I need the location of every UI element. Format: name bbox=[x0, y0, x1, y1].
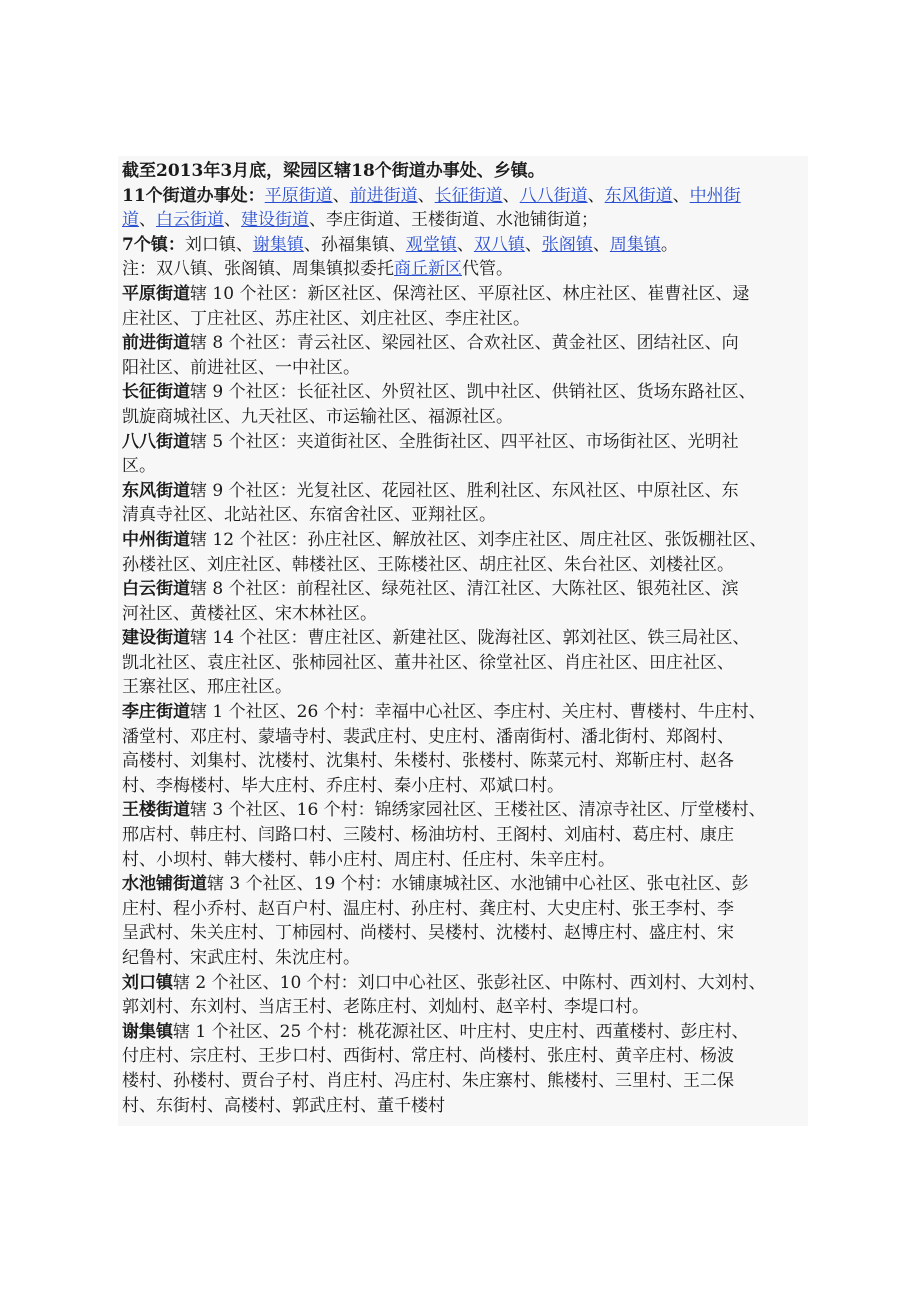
list-item-line bbox=[122, 431, 804, 454]
jurisdiction-name: 八八街道 bbox=[122, 431, 190, 452]
document-page bbox=[118, 156, 808, 1126]
list-item-line bbox=[122, 996, 804, 1019]
jurisdiction-detail: 楼村、孙楼村、贾台子村、肖庄村、冯庄村、朱庄寨村、熊楼村、三里村、王二保 bbox=[122, 1070, 734, 1091]
jurisdiction-detail: 庄村、程小乔村、赵百户村、温庄村、孙庄村、龚庄村、大史庄村、张王李村、李 bbox=[122, 898, 734, 919]
jurisdiction-detail: 呈武村、朱关庄村、丁柿园村、尚楼村、吴楼村、沈楼村、赵博庄村、盛庄村、宋 bbox=[122, 923, 734, 944]
jurisdiction-detail: 辖 2 个社区、10 个村：刘口中心社区、张彭社区、中陈村、西刘村、大刘村、 bbox=[173, 972, 766, 993]
streets-rest: 、李庄街道、王楼街道、水池铺街道； bbox=[309, 210, 598, 231]
link-zhouji-town[interactable]: 周集镇 bbox=[609, 234, 661, 255]
list-item-line bbox=[122, 873, 804, 896]
note-prefix: 注：双八镇、张阁镇、周集镇拟委托 bbox=[122, 259, 394, 280]
list-item-line bbox=[122, 1021, 804, 1044]
list-item-line bbox=[122, 332, 804, 355]
list-item-line bbox=[122, 750, 804, 773]
jurisdiction-detail: 村、东街村、高楼村、郭武庄村、董千楼村 bbox=[122, 1095, 445, 1116]
list-item-line bbox=[122, 849, 804, 872]
jurisdiction-detail: 辖 1 个社区、26 个村：幸福中心社区、李庄村、关庄村、曹楼村、牛庄村、 bbox=[190, 702, 766, 723]
jurisdiction-name: 白云街道 bbox=[122, 579, 190, 600]
jurisdiction-name: 建设街道 bbox=[122, 628, 190, 649]
list-item-line bbox=[122, 824, 804, 847]
list-item-line bbox=[122, 1070, 804, 1093]
list-item-line bbox=[122, 603, 804, 626]
list-item-line bbox=[122, 504, 804, 527]
jurisdiction-detail: 庄社区、丁庄社区、苏庄社区、刘庄社区、李庄社区。 bbox=[122, 308, 530, 329]
note-line bbox=[122, 258, 804, 281]
list-item-line bbox=[122, 701, 804, 724]
towns-heading: 7个镇： bbox=[122, 234, 185, 255]
jurisdiction-detail: 村、小坝村、韩大楼村、韩小庄村、周庄村、任庄村、朱辛庄村。 bbox=[122, 849, 615, 870]
jurisdiction-detail: 辖 3 个社区、16 个村：锦绣家园社区、王楼社区、清凉寺社区、厅堂楼村、 bbox=[190, 800, 766, 821]
jurisdiction-detail: 河社区、黄楼社区、宋木林社区。 bbox=[122, 603, 377, 624]
jurisdiction-detail: 高楼村、刘集村、沈楼村、沈集村、朱楼村、张楼村、陈菜元村、郑靳庄村、赵各 bbox=[122, 751, 734, 772]
jurisdiction-detail: 潘堂村、邓庄村、蒙墙寺村、裴武庄村、史庄村、潘南街村、潘北街村、郑阁村、 bbox=[122, 726, 734, 747]
link-baiyun-street[interactable]: 白云街道 bbox=[156, 210, 224, 231]
list-item-line bbox=[122, 308, 804, 331]
link-guantang-town[interactable]: 观堂镇 bbox=[405, 234, 457, 255]
jurisdiction-detail: 纪鲁村、宋武庄村、朱沈庄村。 bbox=[122, 948, 360, 968]
jurisdiction-detail: 凯旋商城社区、九天社区、市运输社区、福源社区。 bbox=[122, 406, 513, 427]
link-shangqiu-new-district[interactable]: 商丘新区 bbox=[394, 259, 462, 280]
link-zhongzhou-street-cont[interactable]: 道 bbox=[122, 210, 139, 231]
jurisdiction-name: 长征街道 bbox=[122, 382, 190, 403]
link-xieji-town[interactable]: 谢集镇 bbox=[252, 234, 304, 255]
jurisdiction-detail: 辖 10 个社区：新区社区、保湾社区、平原社区、林庄社区、崔曹社区、逯 bbox=[190, 283, 750, 304]
jurisdiction-detail: 凯北社区、袁庄社区、张柿园社区、董井社区、徐堂社区、肖庄社区、田庄社区、 bbox=[122, 652, 734, 673]
jurisdiction-name: 李庄街道 bbox=[122, 702, 190, 723]
jurisdiction-name: 刘口镇 bbox=[122, 972, 173, 993]
list-item-line bbox=[122, 578, 804, 601]
jurisdiction-name: 前进街道 bbox=[122, 333, 190, 354]
list-item-line bbox=[122, 455, 804, 478]
list-item-line bbox=[122, 627, 804, 650]
list-item-line bbox=[122, 922, 804, 945]
town-liukou: 刘口镇、 bbox=[184, 234, 253, 255]
list-item-line bbox=[122, 676, 804, 699]
jurisdiction-detail: 郭刘村、东刘村、当店王村、老陈庄村、刘灿村、赵辛村、李堤口村。 bbox=[122, 997, 649, 1018]
jurisdiction-list bbox=[122, 283, 804, 1118]
jurisdiction-detail: 辖 1 个社区、25 个村：桃花源社区、叶庄村、史庄村、西董楼村、彭庄村、 bbox=[173, 1021, 749, 1042]
jurisdiction-detail: 付庄村、宗庄村、王步口村、西街村、常庄村、尚楼村、张庄村、黄辛庄村、杨波 bbox=[122, 1046, 734, 1067]
jurisdiction-detail: 清真寺社区、北站社区、东宿舍社区、亚翔社区。 bbox=[122, 505, 496, 526]
jurisdiction-name: 王楼街道 bbox=[122, 800, 190, 821]
list-item-line bbox=[122, 283, 804, 306]
towns-line: 7个镇：刘口镇、谢集镇、孙福集镇、观堂镇、双八镇、张阁镇、周集镇。 bbox=[122, 234, 678, 255]
jurisdiction-detail: 阳社区、前进社区、一中社区。 bbox=[122, 357, 360, 378]
link-shuangba-town[interactable]: 双八镇 bbox=[473, 234, 525, 255]
town-sunfuji: 、孙福集镇、 bbox=[303, 234, 406, 255]
jurisdiction-detail: 辖 8 个社区：前程社区、绿苑社区、清江社区、大陈社区、银苑社区、滨 bbox=[190, 579, 739, 600]
intro-line: 截至2013年3月底，梁园区辖18个街道办事处、乡镇。 bbox=[122, 161, 545, 181]
jurisdiction-detail: 邢店村、韩庄村、闫路口村、三陵村、杨油坊村、王阁村、刘庙村、葛庄村、康庄 bbox=[122, 825, 734, 846]
jurisdiction-detail: 辖 12 个社区：孙庄社区、解放社区、刘李庄社区、周庄社区、张饭棚社区、 bbox=[190, 529, 767, 550]
jurisdiction-name: 平原街道 bbox=[122, 283, 190, 304]
list-item-line bbox=[122, 1095, 804, 1118]
jurisdiction-detail: 辖 8 个社区：青云社区、梁园社区、合欢社区、黄金社区、团结社区、向 bbox=[190, 333, 739, 354]
jurisdiction-detail: 辖 9 个社区：光复社区、花园社区、胜利社区、东风社区、中原社区、东 bbox=[190, 480, 739, 501]
list-item-line bbox=[122, 357, 804, 380]
list-item-line bbox=[122, 652, 804, 675]
link-dongfeng-street[interactable]: 东风街道 bbox=[604, 185, 673, 206]
list-item-line bbox=[122, 726, 804, 749]
list-item-line bbox=[122, 947, 804, 970]
link-jianshe-street[interactable]: 建设街道 bbox=[241, 210, 309, 231]
jurisdiction-detail: 村、李梅楼村、毕大庄村、乔庄村、秦小庄村、邓斌口村。 bbox=[122, 775, 564, 796]
link-zhongzhou-street[interactable]: 中州街 bbox=[689, 185, 741, 206]
list-item-line bbox=[122, 554, 804, 577]
jurisdiction-detail: 辖 3 个社区、19 个村：水铺康城社区、水池铺中心社区、张屯社区、彭 bbox=[207, 874, 749, 895]
list-item-line bbox=[122, 480, 804, 503]
jurisdiction-name: 谢集镇 bbox=[122, 1021, 173, 1042]
jurisdiction-name: 水池铺街道 bbox=[122, 874, 207, 895]
list-item-line bbox=[122, 799, 804, 822]
jurisdiction-detail: 区。 bbox=[122, 456, 156, 477]
list-item-line bbox=[122, 381, 804, 404]
link-baba-street[interactable]: 八八街道 bbox=[519, 185, 588, 206]
list-item-line bbox=[122, 775, 804, 798]
jurisdiction-detail: 辖 14 个社区：曹庄社区、新建社区、陇海社区、郭刘社区、铁三局社区、 bbox=[190, 628, 750, 649]
jurisdiction-detail: 辖 5 个社区：夹道街社区、全胜街社区、四平社区、市场街社区、光明社 bbox=[190, 431, 739, 452]
link-pingyuan-street[interactable]: 平原街道 bbox=[264, 185, 333, 206]
note-suffix: 代管。 bbox=[462, 259, 513, 280]
jurisdiction-name: 中州街道 bbox=[122, 529, 190, 550]
streets-line-2: 道、白云街道、建设街道、李庄街道、王楼街道、水池铺街道； bbox=[122, 210, 598, 231]
streets-heading: 11个街道办事处： bbox=[122, 185, 265, 206]
link-changzheng-street[interactable]: 长征街道 bbox=[434, 185, 503, 206]
link-zhangge-town[interactable]: 张阁镇 bbox=[541, 234, 593, 255]
list-item-line bbox=[122, 406, 804, 429]
jurisdiction-detail: 辖 9 个社区：长征社区、外贸社区、凯中社区、供销社区、货场东路社区、 bbox=[190, 382, 756, 403]
list-item-line bbox=[122, 1045, 804, 1068]
streets-line-1: 11个街道办事处：平原街道、前进街道、长征街道、八八街道、东风街道、中州街 bbox=[122, 185, 741, 206]
jurisdiction-detail: 王寨社区、邢庄社区。 bbox=[122, 677, 292, 698]
list-item-line bbox=[122, 972, 804, 995]
list-item-line bbox=[122, 898, 804, 921]
jurisdiction-name: 东风街道 bbox=[122, 480, 190, 501]
list-item-line bbox=[122, 529, 804, 552]
link-qianjin-street[interactable]: 前进街道 bbox=[349, 185, 418, 206]
jurisdiction-detail: 孙楼社区、刘庄社区、韩楼社区、王陈楼社区、胡庄社区、朱台社区、刘楼社区。 bbox=[122, 554, 734, 575]
